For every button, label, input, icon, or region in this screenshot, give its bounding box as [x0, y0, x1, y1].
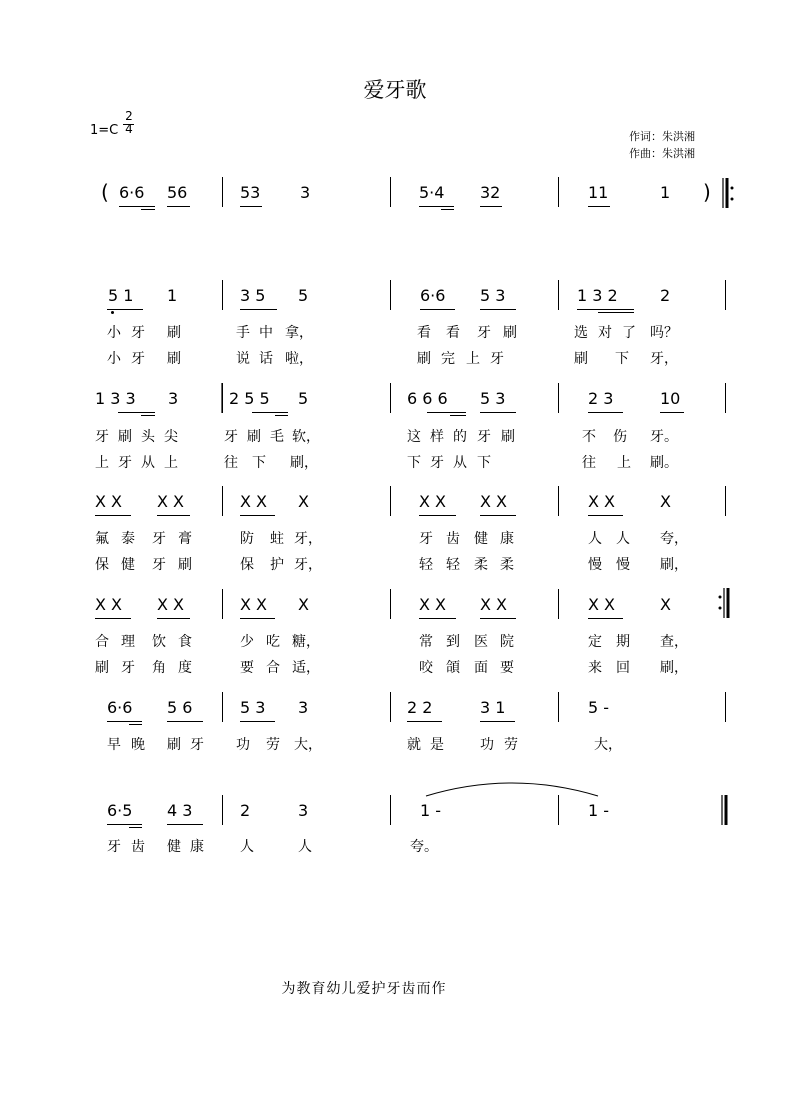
note-group: X X: [240, 492, 268, 511]
note-group: X X: [419, 492, 447, 511]
lyric-verse-1: 大，: [594, 737, 622, 753]
note-group: 3 1: [480, 698, 506, 717]
lyric-verse-1: 刷: [118, 429, 132, 445]
lyric-verse-2: 健: [121, 557, 135, 573]
composer-credit: 作曲：朱洪湘: [629, 147, 695, 160]
lyric-verse-1: 看: [417, 325, 431, 341]
lyric-verse-2: 话: [259, 351, 273, 367]
lyric-verse-1: 健: [167, 839, 181, 855]
note-group: X: [298, 595, 309, 614]
lyric-verse-2: 合: [266, 660, 280, 676]
lyric-verse-1: 合: [95, 634, 109, 650]
note-group: X X: [95, 595, 123, 614]
note-group: 2: [660, 286, 671, 305]
repeat-dot: [719, 607, 722, 610]
note-group: 2 2: [407, 698, 433, 717]
lyric-verse-1: 这: [407, 429, 421, 445]
lyric-verse-2: 牙，: [650, 351, 678, 367]
note-group: 5 3: [480, 389, 506, 408]
lyric-verse-2: 往: [582, 455, 596, 471]
paren-close: ): [703, 180, 711, 204]
note-group: 53: [240, 183, 261, 202]
lyric-verse-1: 理: [121, 634, 135, 650]
lyric-verse-2: 刷: [417, 351, 431, 367]
note-group: X: [660, 492, 671, 511]
note-group: 6·6: [119, 183, 145, 202]
lyric-verse-1: 人: [616, 531, 630, 547]
lyric-verse-2: 牙，: [294, 557, 322, 573]
lyric-verse-1: 吃: [266, 634, 280, 650]
lyric-verse-1: 就: [407, 737, 421, 753]
lyric-verse-2: 刷，: [660, 557, 688, 573]
lyric-verse-1: 牙: [224, 429, 238, 445]
lyric-verse-1: 院: [500, 634, 514, 650]
note-group: 10: [660, 389, 681, 408]
lyric-verse-1: 伤: [613, 429, 627, 445]
lyric-verse-2: 牙: [430, 455, 444, 471]
key-signature: 1=C: [90, 123, 119, 138]
note-group: X X: [419, 595, 447, 614]
note-group: 6·6: [420, 286, 446, 305]
lyric-verse-2: 下: [615, 351, 629, 367]
lyric-verse-1: 夸，: [660, 531, 688, 547]
note-group: 5 6: [167, 698, 193, 717]
lyric-verse-1: 齿: [446, 531, 460, 547]
note-group: 6 6 6: [407, 389, 448, 408]
note-group: 5 3: [240, 698, 266, 717]
time-signature-top: 2: [125, 109, 133, 123]
lyric-verse-1: 刷: [167, 325, 181, 341]
lyric-verse-2: 要: [500, 660, 514, 676]
note-group: 6·6: [107, 698, 133, 717]
note-group: X X: [588, 492, 616, 511]
tie-arc: [426, 783, 598, 796]
lyric-verse-2: 往: [224, 455, 238, 471]
lyric-verse-1: 劳: [266, 737, 280, 753]
footer-note: 为教育幼儿爱护牙齿而作: [281, 981, 447, 997]
lyric-verse-2: 刷。: [650, 455, 678, 471]
note-group: 5: [298, 286, 309, 305]
lyric-verse-1: 尖: [164, 429, 178, 445]
lyric-verse-1: 拿，: [285, 325, 313, 341]
lyric-verse-2: 说: [236, 351, 250, 367]
note-group: 3: [298, 801, 309, 820]
lyric-verse-1: 常: [419, 634, 433, 650]
lyric-verse-1: 人: [298, 839, 312, 855]
note-group: 1: [660, 183, 671, 202]
lyric-verse-2: 慢: [616, 557, 630, 573]
lyric-verse-1: 人: [588, 531, 602, 547]
lyric-verse-2: 咬: [419, 660, 433, 676]
lyric-verse-1: 查，: [660, 634, 688, 650]
lyric-verse-1: 了: [622, 325, 636, 341]
note-group: 4 3: [167, 801, 193, 820]
lyric-verse-2: 下: [477, 455, 491, 471]
lyric-verse-1: 晚: [131, 737, 145, 753]
note-group: 1: [167, 286, 178, 305]
lyric-verse-2: 上: [617, 455, 631, 471]
lyric-verse-2: 轻: [419, 557, 433, 573]
note-group: 5 -: [588, 698, 610, 717]
lyric-verse-2: 角: [152, 660, 166, 676]
lyric-verse-1: 毛: [270, 429, 284, 445]
lyric-verse-2: 要: [240, 660, 254, 676]
lyric-verse-2: 刷: [167, 351, 181, 367]
lyric-verse-2: 下: [407, 455, 421, 471]
note-group: 1 3 3: [95, 389, 136, 408]
lyric-verse-2: 刷，: [660, 660, 688, 676]
note-group: X X: [157, 492, 185, 511]
lyric-verse-1: 齿: [131, 839, 145, 855]
lyric-verse-2: 柔: [500, 557, 514, 573]
lyric-verse-1: 功: [236, 737, 250, 753]
lyric-verse-1: 氟: [95, 531, 109, 547]
note-group: 6·5: [107, 801, 133, 820]
lyric-verse-1: 牙，: [294, 531, 322, 547]
lyric-verse-2: 牙: [152, 557, 166, 573]
repeat-dot: [719, 596, 722, 599]
note-group: X X: [95, 492, 123, 511]
note-group: 2 5 5: [229, 389, 270, 408]
lyric-verse-2: 牙: [121, 660, 135, 676]
lyric-verse-1: 少: [240, 634, 254, 650]
lyric-verse-1: 选: [574, 325, 588, 341]
lyric-verse-2: 刷，: [290, 455, 318, 471]
note-group: X X: [480, 595, 508, 614]
lyric-verse-1: 膏: [178, 531, 192, 547]
lyric-verse-1: 刷: [167, 737, 181, 753]
lyric-verse-1: 到: [446, 634, 460, 650]
lyric-verse-1: 对: [598, 325, 612, 341]
note-group: 1 -: [420, 801, 442, 820]
lyric-verse-2: 上: [95, 455, 109, 471]
note-group: 2 3: [588, 389, 614, 408]
lyric-verse-1: 夸。: [410, 839, 438, 855]
lyric-verse-1: 吗？: [650, 325, 678, 341]
lyric-verse-1: 糖，: [292, 634, 320, 650]
lyric-verse-1: 牙: [95, 429, 109, 445]
lyric-verse-2: 小: [107, 351, 121, 367]
lyric-verse-1: 泰: [121, 531, 135, 547]
note-group: X: [660, 595, 671, 614]
lyric-verse-1: 蛀: [270, 531, 284, 547]
lyric-verse-1: 刷: [503, 325, 517, 341]
lyric-verse-1: 人: [240, 839, 254, 855]
lyric-verse-2: 保: [95, 557, 109, 573]
lyric-verse-2: 适，: [292, 660, 320, 676]
note-group: 1 3 2: [577, 286, 618, 305]
lyric-verse-2: 刷: [95, 660, 109, 676]
repeat-dot: [731, 198, 734, 201]
note-group: X X: [240, 595, 268, 614]
lyric-verse-1: 牙: [419, 531, 433, 547]
lyric-verse-1: 牙。: [650, 429, 678, 445]
lyric-verse-2: 上: [466, 351, 480, 367]
note-group: 3: [300, 183, 311, 202]
lyric-verse-1: 样: [430, 429, 444, 445]
lyric-verse-2: 度: [178, 660, 192, 676]
note-group: 5: [298, 389, 309, 408]
note-group: 11: [588, 183, 609, 202]
lyric-verse-1: 期: [616, 634, 630, 650]
lyric-verse-2: 从: [141, 455, 155, 471]
note-group: 5 1: [108, 286, 134, 305]
lyric-verse-2: 从: [453, 455, 467, 471]
lyric-verse-1: 牙: [131, 325, 145, 341]
lyric-verse-2: 牙: [490, 351, 504, 367]
lyric-verse-1: 是: [430, 737, 444, 753]
paren-open: (: [101, 180, 109, 204]
lyric-verse-1: 牙: [190, 737, 204, 753]
lyric-verse-2: 牙: [118, 455, 132, 471]
lyric-verse-2: 回: [616, 660, 630, 676]
lyric-verse-1: 饮: [152, 634, 166, 650]
lyric-verse-1: 劳: [504, 737, 518, 753]
lyric-verse-1: 早: [107, 737, 121, 753]
note-group: 5 3: [480, 286, 506, 305]
lyric-verse-1: 大，: [294, 737, 322, 753]
lyric-verse-1: 中: [259, 325, 273, 341]
time-signature-bottom: 4: [125, 122, 133, 136]
lyric-verse-1: 小: [107, 325, 121, 341]
lyric-verse-1: 牙: [477, 429, 491, 445]
lyric-verse-2: 慢: [588, 557, 602, 573]
lyric-verse-1: 牙: [477, 325, 491, 341]
lyricist-credit: 作词：朱洪湘: [629, 130, 695, 143]
note-group: 3 5: [240, 286, 266, 305]
song-title: 爱牙歌: [363, 78, 427, 102]
lyric-verse-2: 刷: [178, 557, 192, 573]
lyric-verse-1: 食: [178, 634, 192, 650]
note-group: 3: [168, 389, 179, 408]
lyric-verse-2: 完: [441, 351, 455, 367]
lyric-verse-1: 医: [474, 634, 488, 650]
note-group: X X: [157, 595, 185, 614]
note-group: 2: [240, 801, 251, 820]
lyric-verse-1: 定: [588, 634, 602, 650]
lyric-verse-2: 下: [252, 455, 266, 471]
lyric-verse-1: 牙: [152, 531, 166, 547]
lyric-verse-1: 功: [480, 737, 494, 753]
lyric-verse-2: 护: [270, 557, 284, 573]
lyric-verse-1: 刷: [247, 429, 261, 445]
note-group: 32: [480, 183, 501, 202]
note-group: 1 -: [588, 801, 610, 820]
lyric-verse-2: 面: [474, 660, 488, 676]
note-group: X: [298, 492, 309, 511]
repeat-dot: [731, 187, 734, 190]
lyric-verse-1: 健: [474, 531, 488, 547]
lyric-verse-2: 轻: [446, 557, 460, 573]
note-group: X X: [480, 492, 508, 511]
lyric-verse-2: 保: [240, 557, 254, 573]
lyric-verse-1: 康: [190, 839, 204, 855]
lyric-verse-2: 上: [164, 455, 178, 471]
lyric-verse-2: 刷: [574, 351, 588, 367]
note-group: X X: [588, 595, 616, 614]
lyric-verse-2: 牙: [131, 351, 145, 367]
lyric-verse-1: 不: [582, 429, 596, 445]
lyric-verse-1: 手: [236, 325, 250, 341]
note-group: 5·4: [419, 183, 445, 202]
lyric-verse-1: 看: [446, 325, 460, 341]
lyric-verse-1: 防: [240, 531, 254, 547]
lyric-verse-1: 刷: [501, 429, 515, 445]
lyric-verse-1: 头: [141, 429, 155, 445]
note-group: 56: [167, 183, 188, 202]
lyric-verse-1: 牙: [107, 839, 121, 855]
lyric-verse-2: 来: [588, 660, 602, 676]
note-group: 3: [298, 698, 309, 717]
lyric-verse-2: 頜: [446, 660, 460, 676]
lyric-verse-1: 软，: [292, 429, 320, 445]
lyric-verse-2: 啦，: [285, 351, 313, 367]
lyric-verse-2: 柔: [474, 557, 488, 573]
lyric-verse-1: 康: [500, 531, 514, 547]
lyric-verse-1: 的: [453, 429, 467, 445]
